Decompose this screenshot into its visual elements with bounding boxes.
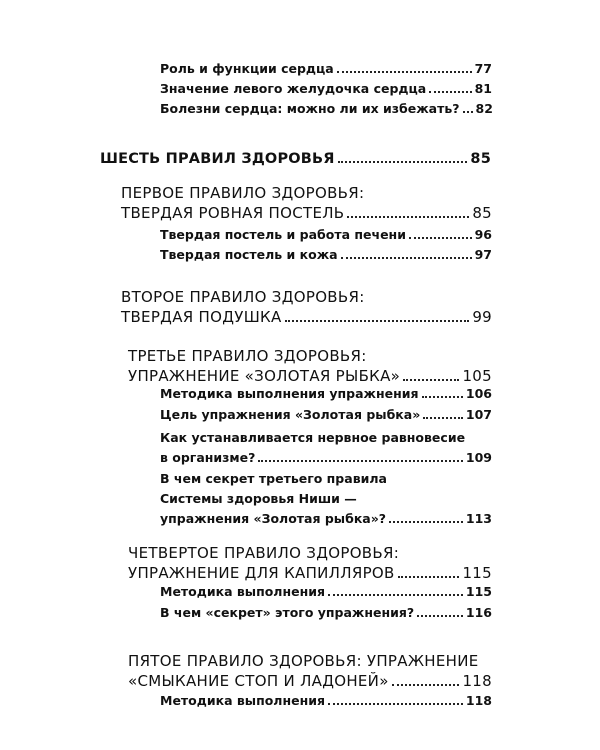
toc-entry-page: 105 [462,367,492,385]
toc-entry-title: Методика выполнения [160,693,326,708]
dot-leader [422,396,463,398]
toc-chapter-rule3 [128,346,492,386]
toc-entry-rule1-liver [160,225,492,245]
toc-entry-rule3-balance [160,428,492,468]
toc-entry-page: 77 [474,61,492,76]
toc-entry-page: 81 [474,81,492,96]
dot-leader [392,684,460,686]
toc-entry-rule4-method [160,582,492,602]
toc-chapter-line: УПРАЖНЕНИЕ «ЗОЛОТАЯ РЫБКА» [128,367,401,385]
toc-chapter-rule5 [128,651,492,691]
toc-entry-line: Как устанавливается нервное равновесие [160,430,466,445]
toc-chapter-line: ТВЕРДАЯ ПОДУШКА [121,308,282,326]
toc-chapter-line: ПЯТОЕ ПРАВИЛО ЗДОРОВЬЯ: УПРАЖНЕНИЕ [128,652,479,670]
dot-leader [328,594,463,596]
toc-entry-page: 106 [465,386,492,401]
toc-chapter-line: ТВЕРДАЯ РОВНАЯ ПОСТЕЛЬ [121,204,345,222]
dot-leader [429,91,471,93]
dot-leader [338,161,468,163]
dot-leader [328,703,463,705]
dot-leader [347,216,469,218]
dot-leader [409,237,472,239]
toc-entry-title: ШЕСТЬ ПРАВИЛ ЗДОРОВЬЯ [100,151,335,167]
toc-entry-page: 82 [475,101,493,116]
toc-part-six-rules [100,149,491,169]
toc-chapter-line: УПРАЖНЕНИЕ ДЛЯ КАПИЛЛЯРОВ [128,564,395,582]
toc-entry-rule3-secret [160,469,492,529]
dot-leader [337,71,472,73]
toc-entry-rule3-goal [160,405,492,425]
toc-entry-page: 115 [465,584,492,599]
toc-entry-page: 118 [462,672,492,690]
toc-entry-page: 96 [474,227,492,242]
toc-entry-title: Твердая постель и кожа [160,247,338,262]
toc-entry-page: 118 [465,693,492,708]
toc-chapter-line: «СМЫКАНИЕ СТОП И ЛАДОНЕЙ» [128,672,389,690]
dot-leader [398,576,460,578]
toc-chapter-line: ТРЕТЬЕ ПРАВИЛО ЗДОРОВЬЯ: [128,347,367,365]
toc-entry-title: Цель упражнения «Золотая рыбка» [160,407,421,422]
toc-entry-page: 107 [465,407,492,422]
toc-chapter-rule2 [121,287,492,327]
toc-entry-page: 116 [465,605,492,620]
toc-entry-line: упражнения «Золотая рыбка»? [160,511,387,526]
toc-entry-rule3-method [160,384,492,404]
toc-entry-title: Методика выполнения [160,584,326,599]
dot-leader [258,460,463,462]
toc-entry-page: 99 [472,308,492,326]
toc-chapter-line: ПЕРВОЕ ПРАВИЛО ЗДОРОВЬЯ: [121,184,365,202]
dot-leader [417,615,463,617]
toc-entry-page: 113 [465,511,492,526]
toc-entry-page: 85 [472,204,492,222]
dot-leader [341,257,472,259]
dot-leader [463,111,473,113]
toc-entry-title: Болезни сердца: можно ли их избежать? [160,101,460,116]
toc-entry-page: 109 [465,450,492,465]
toc-entry-left-ventricle [160,79,492,99]
toc-entry-line: Системы здоровья Ниши — [160,491,357,506]
toc-entry-title: Твердая постель и работа печени [160,227,406,242]
toc-entry-title: Значение левого желудочка сердца [160,81,427,96]
toc-entry-line: В чем секрет третьего правила [160,471,387,486]
toc-chapter-line: ВТОРОЕ ПРАВИЛО ЗДОРОВЬЯ: [121,288,365,306]
dot-leader [403,379,459,381]
toc-entry-page: 115 [462,564,492,582]
toc-chapter-rule1 [121,183,492,223]
toc-chapter-rule4 [128,543,492,583]
dot-leader [389,521,463,523]
toc-entry-rule5-method [160,691,492,711]
toc-entry-rule1-skin [160,245,492,265]
toc-entry-title: Методика выполнения упражнения [160,386,419,401]
toc-entry-title: Роль и функции сердца [160,61,334,76]
dot-leader [285,320,470,322]
dot-leader [423,417,463,419]
toc-entry-heart-disease [160,99,492,119]
toc-entry-page: 97 [474,247,492,262]
toc-entry-page: 85 [470,151,491,167]
toc-entry-heart-role [160,59,492,79]
toc-entry-line: в организме? [160,450,256,465]
toc-chapter-line: ЧЕТВЕРТОЕ ПРАВИЛО ЗДОРОВЬЯ: [128,544,400,562]
toc-entry-title: В чем «секрет» этого упражнения? [160,605,415,620]
toc-entry-rule4-secret [160,603,492,623]
